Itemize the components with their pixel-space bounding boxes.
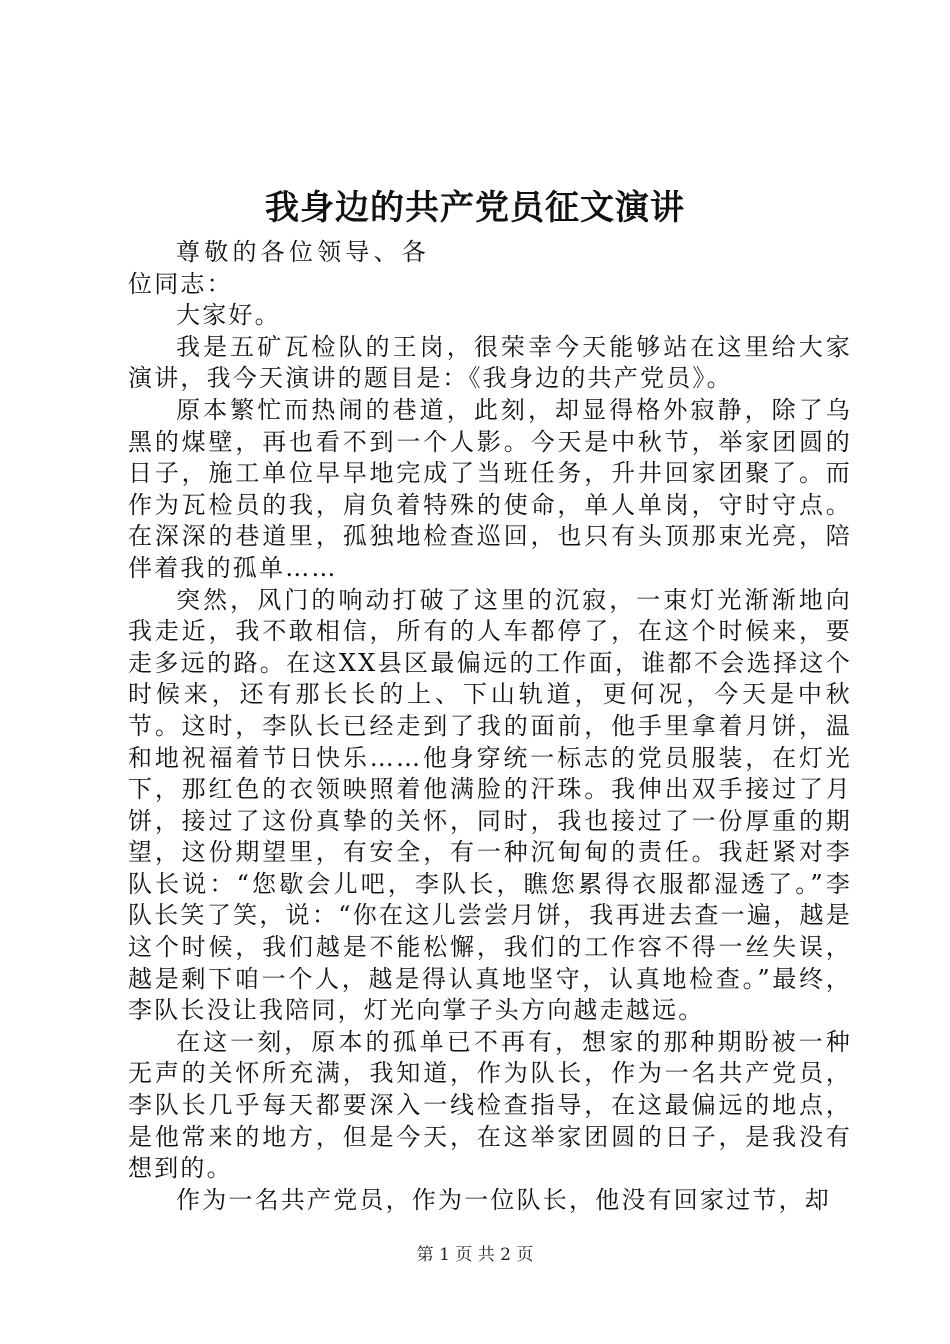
paragraph-greeting: 大家好。 [176, 301, 281, 330]
page-footer: 第 1 页 共 2 页 [416, 1245, 534, 1265]
paragraph-reflection: 在这一刻，原本的孤单已不再有，想家的那种期盼被一种无声的关怀所充满，我知道，作为队长，作为一名共产党员，李队长几乎每天都要深入一线检查指导，在这最偏远的地点，是他常来的地方，但是今天，在这举家团圆的日子，是我没有想到的。 [128, 1027, 852, 1183]
paragraph-salutation: 尊敬的各位领导、各位同志： [128, 238, 428, 298]
document-body [128, 237, 852, 1216]
paragraph-captain-arrives: 突然，风门的响动打破了这里的沉寂，一束灯光渐渐地向我走近，我不敢相信，所有的人车都停了，在这个时候来，要走多远的路。在这XX县区最偏远的工作面，谁都不会选择这个时候来，还有那长长的上、下山轨道，更何况，今天是中秋节。这时，李队长已经走到了我的面前，他手里拿着月饼，温和地祝福着节日快乐……他身穿统一标志的党员服装，在灯光下，那红色的衣领映照着他满脸的汗珠。我伸出双手接过了月饼，接过了这份真挚的关怀，同时，我也接过了一份厚重的期望，这份期望里，有安全，有一种沉甸甸的责任。我赶紧对李队长说：“您歇会儿吧，李队长，瞧您累得衣服都湿透了。”李队长笑了笑，说：“你在这儿尝尝月饼，我再进去查一遍，越是这个时候，我们越是不能松懈，我们的工作容不得一丝失误，越是剩下咱一个人，越是得认真地坚守，认真地检查。”最终，李队长没让我陪同，灯光向掌子头方向越走越远。 [128, 585, 852, 1025]
paragraph-intro: 我是五矿瓦检队的王岗，很荣幸今天能够站在这里给大家演讲，我今天演讲的题目是：《我身边的共产党员》。 [128, 332, 852, 393]
paragraph-tunnel: 原本繁忙而热闹的巷道，此刻，却显得格外寂静，除了乌黑的煤壁，再也看不到一个人影。今天是中秋节，举家团圆的日子，施工单位早早地完成了当班任务，升井回家团聚了。而作为瓦检员的我，肩负着特殊的使命，单人单岗，守时守点。在深深的巷道里，孤独地检查巡回，也只有头顶那束光亮，陪伴着我的孤单…… [128, 395, 852, 582]
document-title: 我身边的共产党员征文演讲 [265, 188, 685, 228]
paragraph-continued: 作为一名共产党员，作为一位队长，他没有回家过节，却 [176, 1185, 831, 1214]
